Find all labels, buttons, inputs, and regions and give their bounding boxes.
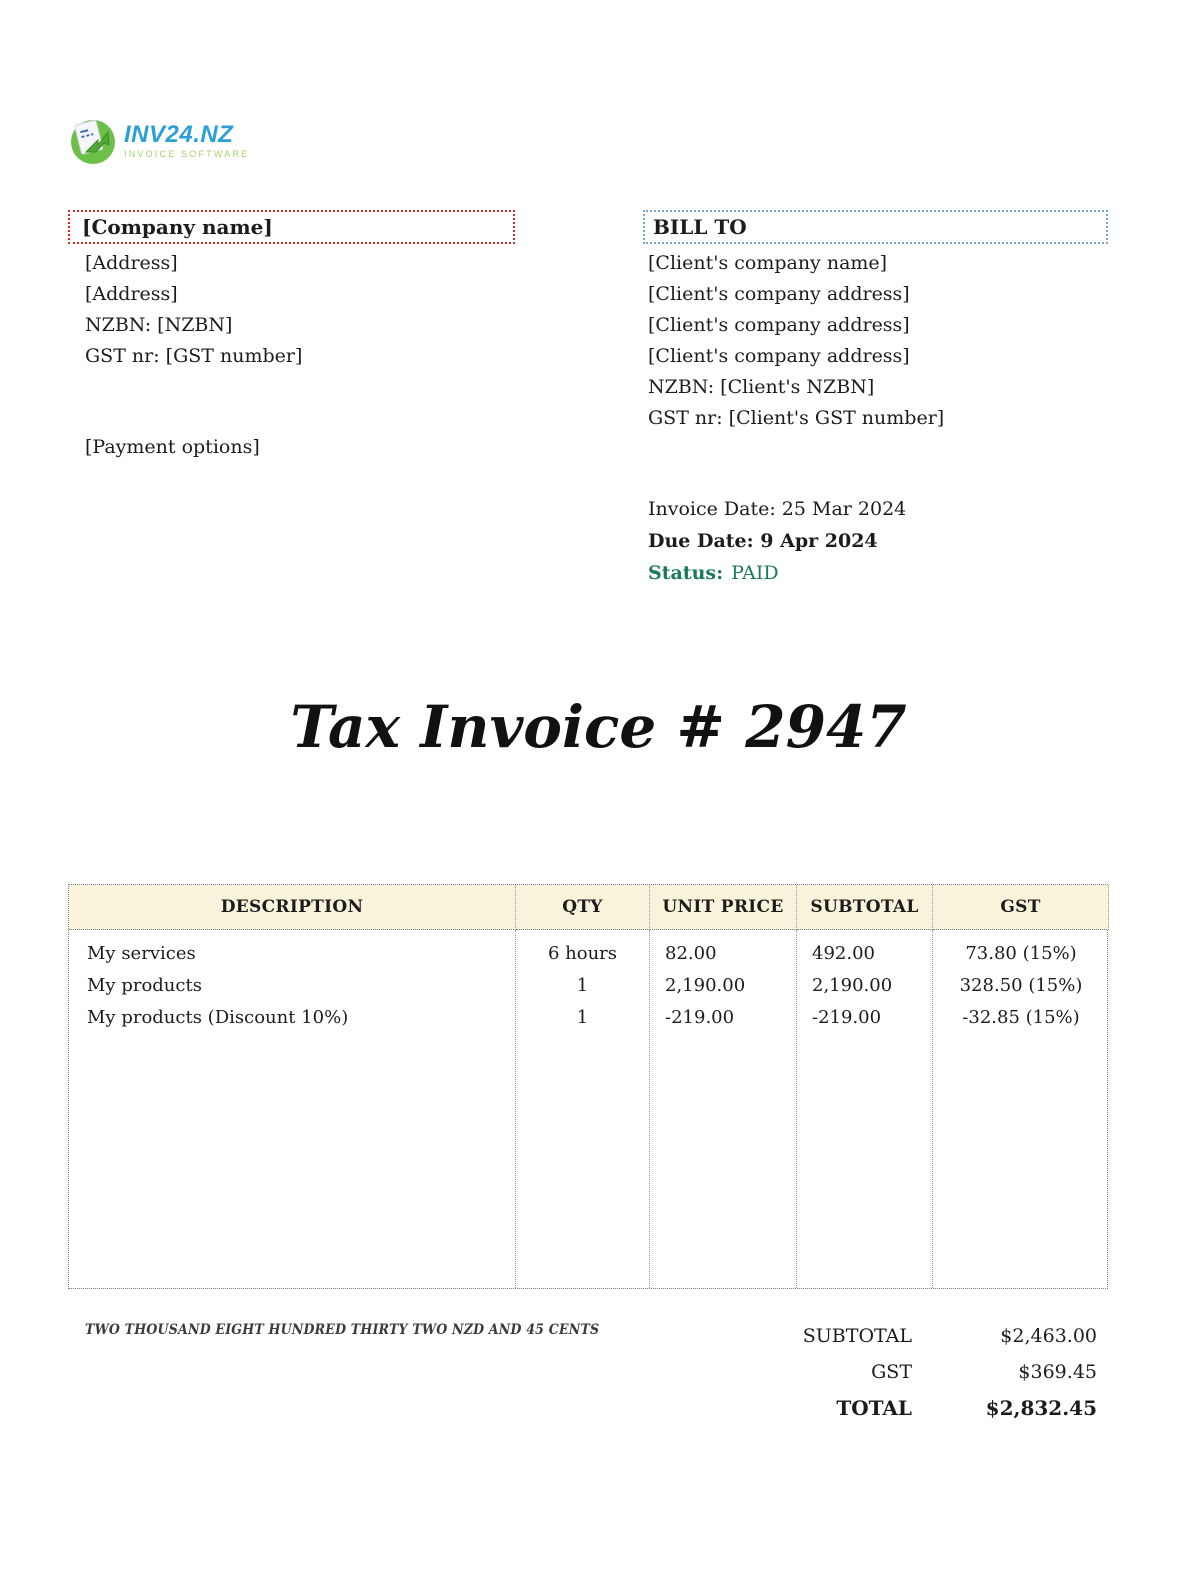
- gst-column: [933, 930, 1109, 1288]
- column-header-description: DESCRIPTION: [69, 885, 516, 930]
- item-description: My services: [87, 943, 196, 964]
- client-nzbn-line: NZBN: [Client's NZBN]: [648, 376, 875, 398]
- item-unit-price: 2,190.00: [665, 975, 746, 996]
- invoice-meta: [648, 493, 906, 589]
- column-header-unit-price: UNIT PRICE: [650, 885, 797, 930]
- item-subtotal: 492.00: [812, 943, 875, 964]
- totals-block: [690, 1318, 1097, 1426]
- item-unit-price: -219.00: [665, 1007, 735, 1028]
- total-row: [690, 1390, 1097, 1426]
- items-table: [68, 884, 1108, 1289]
- gst-row: [690, 1354, 1097, 1390]
- company-name-field[interactable]: [68, 210, 515, 244]
- seller-nzbn-line: NZBN: [NZBN]: [85, 314, 233, 336]
- gst-value: $369.45: [1018, 1361, 1097, 1383]
- unit-price-column: [650, 930, 797, 1288]
- subtotal-column: [797, 930, 933, 1288]
- client-address-line: [Client's company address]: [648, 345, 910, 367]
- inv24-logo-icon: [68, 116, 118, 166]
- seller-address-block: [85, 248, 515, 372]
- amount-in-words: TWO THOUSAND EIGHT HUNDRED THIRTY TWO NZD AND 45 CENTS: [85, 1322, 600, 1338]
- client-address-line: [Client's company address]: [648, 283, 910, 305]
- company-name-text: [Company name]: [82, 215, 273, 239]
- description-column: [69, 930, 516, 1288]
- seller-gst-line: GST nr: [GST number]: [85, 345, 303, 367]
- subtotal-value: $2,463.00: [1000, 1325, 1097, 1347]
- logo-tagline-text: INVOICE SOFTWARE: [124, 149, 250, 159]
- inv24-logo: [68, 116, 249, 166]
- column-header-subtotal: SUBTOTAL: [797, 885, 933, 930]
- subtotal-label: SUBTOTAL: [802, 1325, 912, 1347]
- item-qty: 1: [576, 975, 589, 996]
- item-gst: 73.80 (15%): [965, 943, 1077, 964]
- status-line: [648, 557, 906, 589]
- seller-address-line: [Address]: [85, 252, 178, 274]
- client-address-line: [Client's company address]: [648, 314, 910, 336]
- item-gst: -32.85 (15%): [962, 1007, 1080, 1028]
- item-qty: 6 hours: [547, 943, 618, 964]
- item-description: My products (Discount 10%): [87, 1007, 349, 1028]
- invoice-title: Tax Invoice # 2947: [290, 693, 907, 761]
- item-unit-price: 82.00: [665, 943, 717, 964]
- item-description: My products: [87, 975, 202, 996]
- status-label: Status:: [648, 562, 724, 584]
- invoice-date-line: Invoice Date: 25 Mar 2024: [648, 498, 907, 520]
- client-company-name: [Client's company name]: [648, 252, 888, 274]
- column-header-qty: QTY: [516, 885, 650, 930]
- payment-options-text: [Payment options]: [85, 436, 260, 458]
- item-gst: 328.50 (15%): [959, 975, 1083, 996]
- total-label: TOTAL: [836, 1396, 912, 1420]
- item-qty: 1: [576, 1007, 589, 1028]
- client-address-block: [648, 248, 1108, 434]
- logo-brand-text: INV24.NZ: [124, 121, 234, 148]
- qty-column: [516, 930, 650, 1288]
- bill-to-label: BILL TO: [653, 215, 747, 239]
- item-subtotal: -219.00: [812, 1007, 882, 1028]
- total-value: $2,832.45: [985, 1396, 1097, 1420]
- gst-label: GST: [871, 1361, 912, 1383]
- status-badge: PAID: [731, 562, 779, 584]
- due-date-line: Due Date: 9 Apr 2024: [648, 530, 878, 552]
- bill-to-field[interactable]: [643, 210, 1108, 244]
- item-subtotal: 2,190.00: [812, 975, 893, 996]
- client-gst-line: GST nr: [Client's GST number]: [648, 407, 945, 429]
- seller-address-line: [Address]: [85, 283, 178, 305]
- subtotal-row: [690, 1318, 1097, 1354]
- column-header-gst: GST: [933, 885, 1109, 930]
